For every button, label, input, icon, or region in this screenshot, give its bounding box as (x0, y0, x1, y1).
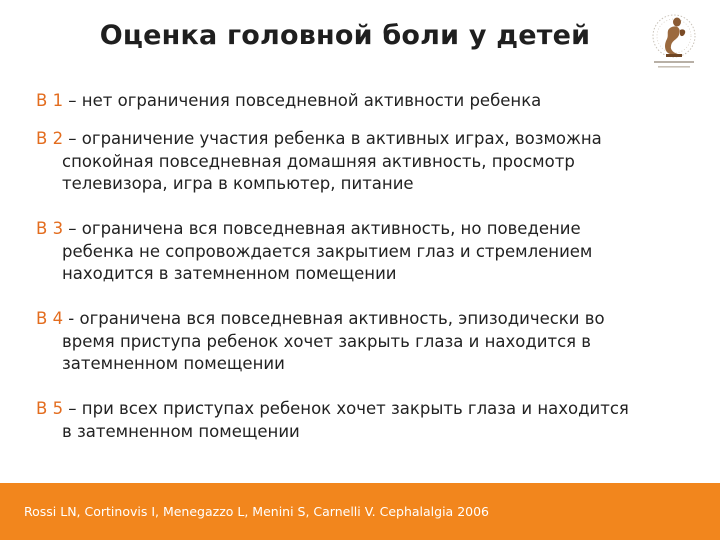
criteria-code: В 2 (36, 129, 64, 148)
criteria-item-line: в затемненном помещении (62, 421, 300, 441)
criteria-item-b4 (36, 308, 676, 376)
criteria-code: В 3 (36, 219, 64, 238)
criteria-text: – при всех приступах ребенок хочет закрыть глаза и находится (63, 399, 629, 418)
figure-logo-icon (636, 8, 712, 74)
criteria-item-b5 (36, 398, 676, 443)
criteria-item-line: телевизора, игра в компьютер, питание (62, 174, 414, 193)
criteria-item-b1 (36, 90, 676, 113)
criteria-text: – ограничена вся повседневная активность, но поведение (63, 219, 581, 238)
criteria-code: В 5 (36, 399, 64, 418)
criteria-item-line (36, 218, 676, 241)
criteria-code: В 1 (36, 91, 64, 110)
figure-logo-icon-graphic (636, 8, 712, 74)
slide-title: Оценка головной боли у детей (99, 20, 591, 51)
criteria-item-line (36, 308, 676, 331)
criteria-code: В 4 (36, 309, 64, 328)
criteria-item-line: находится в затемненном помещении (62, 264, 397, 283)
criteria-text: – ограничение участия ребенка в активных играх, возможна (63, 129, 602, 148)
citation-text: Rossi LN, Cortinovis I, Menegazzo L, Menini S, Carnelli V. Cephalalgia 2006 (24, 504, 490, 519)
criteria-item-line (36, 398, 676, 421)
footer-bar (0, 483, 720, 540)
criteria-text: – нет ограничения повседневной активности ребенка (63, 91, 542, 110)
criteria-text: - ограничена вся повседневная активность, эпизодически во (63, 309, 605, 328)
criteria-item-line: время приступа ребенок хочет закрыть глаза и находится в (62, 331, 592, 351)
criteria-item-line: ребенка не сопровождается закрытием глаз и стремлением (62, 241, 593, 261)
criteria-item-line: спокойная повседневная домашняя активность, просмотр (62, 151, 575, 171)
criteria-item-b3 (36, 218, 676, 286)
criteria-item-line (36, 128, 676, 151)
criteria-item-line (36, 90, 676, 113)
criteria-item-line: затемненном помещении (62, 354, 285, 373)
criteria-item-b2 (36, 128, 676, 196)
